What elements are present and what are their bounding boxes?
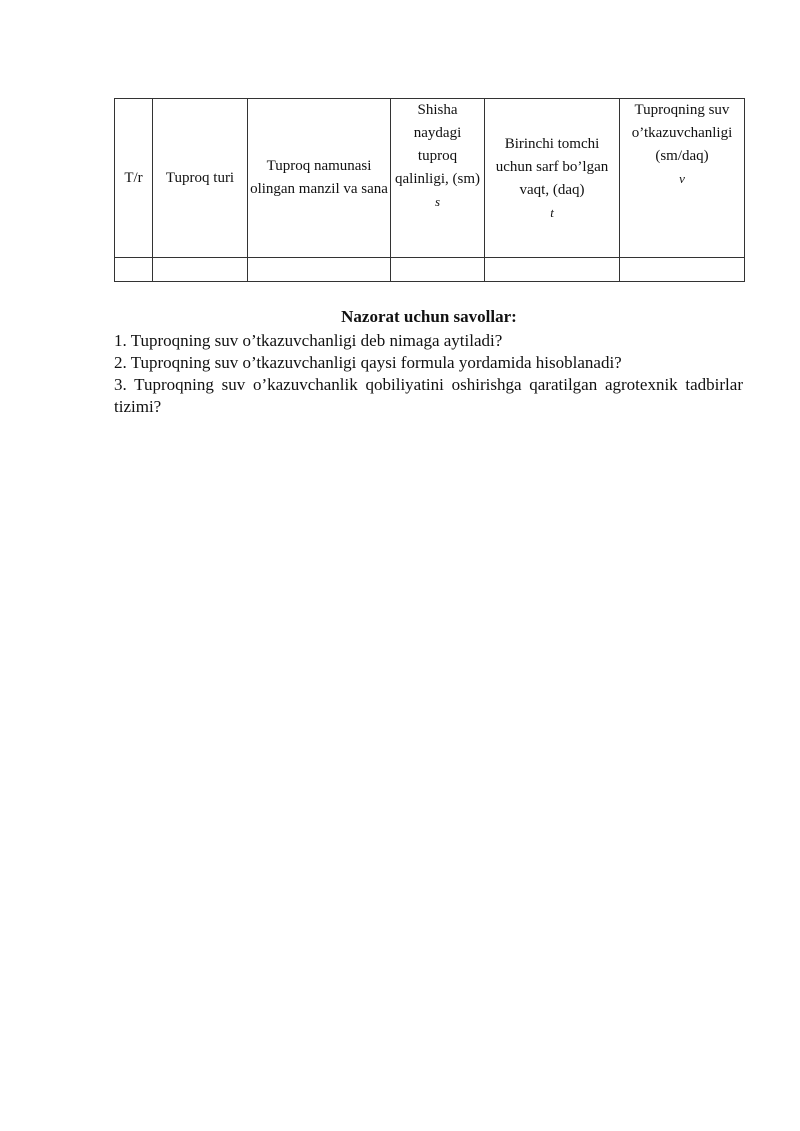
table-row — [115, 258, 745, 282]
table-header-row — [115, 99, 745, 258]
table-cell — [115, 258, 153, 282]
header-cell-soil-type — [153, 99, 248, 258]
header-label: Tuproqning suv o’tkazuvchanligi (sm/daq) — [631, 102, 733, 164]
header-label: T/r — [124, 169, 143, 186]
table-cell — [391, 258, 485, 282]
header-label: Shisha naydagi tuproq qalinligi, (sm) — [395, 102, 480, 187]
question-item: 1. Tuproqning suv o’tkazuvchanligi deb nimaga aytiladi? — [114, 331, 503, 350]
table-cell — [248, 258, 391, 282]
header-cell-sample-location — [248, 99, 391, 258]
header-label: Tuproq turi — [165, 169, 235, 186]
header-cell-soil-thickness — [391, 99, 485, 258]
question-item: 2. Tuproqning suv o’tkazuvchanligi qaysi formula yordamida hisoblanadi? — [114, 353, 622, 372]
header-label: Tuproq namunasi olingan manzil va sana — [250, 158, 388, 197]
header-cell-first-drop-time — [485, 99, 620, 258]
table-cell — [153, 258, 248, 282]
section-title: Nazorat uchun savollar: — [341, 307, 517, 326]
header-label: Birinchi tomchi uchun sarf bo’lgan vaqt, (daq) — [495, 135, 609, 198]
header-cell-number — [115, 99, 153, 258]
question-item: 3. Tuproqning suv o’kazuvchanlik qobiliyatini oshirishga qaratilgan agrotexnik tadbirlar tizimi? — [114, 375, 743, 416]
table-cell — [620, 258, 745, 282]
header-symbol: t — [550, 204, 554, 220]
header-symbol: v — [679, 171, 685, 186]
header-symbol: s — [434, 194, 441, 209]
measurement-table — [114, 98, 745, 282]
question-list — [114, 330, 743, 418]
table-cell — [485, 258, 620, 282]
header-cell-permeability — [620, 99, 745, 258]
